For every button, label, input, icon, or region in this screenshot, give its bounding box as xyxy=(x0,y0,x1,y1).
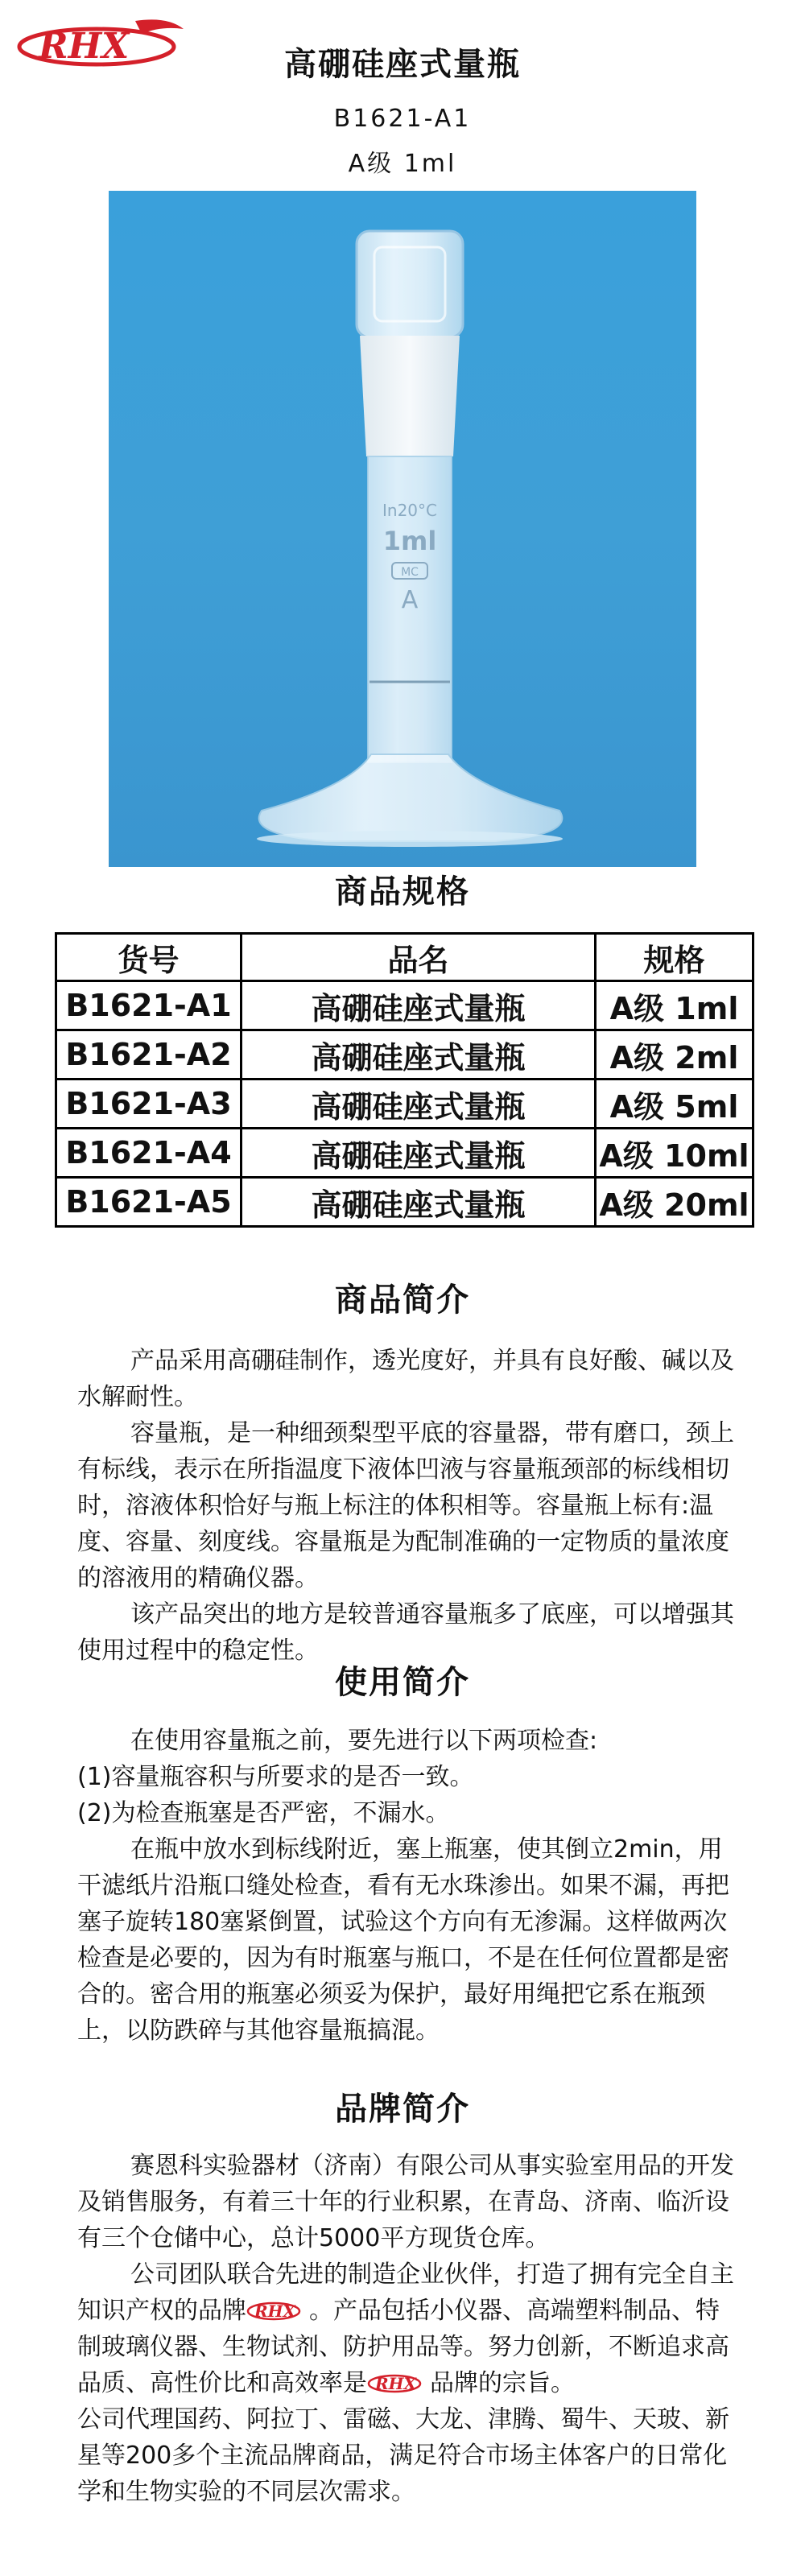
volumetric-flask-image xyxy=(109,191,696,867)
specs-heading: 商品规格 xyxy=(335,873,470,910)
table-header-row xyxy=(56,934,753,981)
usage-text xyxy=(77,1723,737,2049)
item-name: 高硼硅座式量瓶 xyxy=(242,1080,596,1129)
product-spec: A级 1ml xyxy=(348,150,457,178)
table-row xyxy=(56,1129,753,1178)
item-spec: A级 5ml xyxy=(596,1080,753,1129)
item-code: B1621-A2 xyxy=(56,1030,242,1080)
column-header: 品名 xyxy=(242,934,596,981)
item-code: B1621-A3 xyxy=(56,1080,242,1129)
intro-paragraph: 产品采用高硼硅制作，透光度好，并具有良好酸、碱以及水解耐性。 xyxy=(77,1347,734,1411)
item-code: B1621-A5 xyxy=(56,1178,242,1227)
table-row xyxy=(56,1178,753,1227)
svg-text:RHX: RHX xyxy=(39,26,130,67)
table-row xyxy=(56,1080,753,1129)
svg-text:In20°C: In20°C xyxy=(382,501,437,520)
svg-text:1ml: 1ml xyxy=(382,526,437,556)
brand-text-part: 品牌的宗旨。 xyxy=(430,2369,575,2397)
specs-table xyxy=(55,932,754,1228)
brand-text-part: 。产品包括小仪器、高端塑料制品、特制玻璃仪器、生物试剂、防护用品等。努力创新，不断追求高品质、高性价比和高效率是 xyxy=(77,2297,729,2397)
product-title: 高硼硅座式量瓶 xyxy=(284,46,521,83)
table-row xyxy=(56,1030,753,1080)
rhx-inline-logo xyxy=(246,2297,309,2322)
svg-text:MC: MC xyxy=(401,566,419,579)
item-name: 高硼硅座式量瓶 xyxy=(242,1030,596,1080)
product-code: B1621-A1 xyxy=(333,105,472,133)
item-name: 高硼硅座式量瓶 xyxy=(242,981,596,1030)
intro-text xyxy=(77,1343,737,1669)
table-row xyxy=(56,981,753,1030)
brand-text xyxy=(77,2148,737,2510)
brand-paragraph: 赛恩科实验器材（济南）有限公司从事实验室用品的开发及销售服务，有着三十年的行业积累，在青岛、济南、临沂设有三个仓储中心，总计5000平方现货仓库。 xyxy=(77,2152,734,2252)
column-header: 规格 xyxy=(596,934,753,981)
header xyxy=(0,40,805,182)
column-header: 货号 xyxy=(56,934,242,981)
svg-text:RHX: RHX xyxy=(254,2301,296,2321)
item-name: 高硼硅座式量瓶 xyxy=(242,1178,596,1227)
brand-text-part: 公司团队联合先进的制造企业伙伴，打造了拥有完全自主知识产权的品牌 xyxy=(77,2260,734,2325)
brand-paragraph xyxy=(77,2256,737,2401)
brand-heading: 品牌简介 xyxy=(335,2091,470,2128)
usage-heading: 使用简介 xyxy=(335,1664,470,1701)
usage-paragraph: (1)容量瓶容积与所要求的是否一致。 xyxy=(77,1763,474,1791)
rhx-inline-logo xyxy=(367,2370,430,2394)
intro-heading: 商品简介 xyxy=(335,1282,470,1319)
brand-paragraph: 公司代理国药、阿拉丁、雷磁、大龙、津腾、蜀牛、天玻、新星等200多个主流品牌商品，满足符合市场主体客户的日常化学和生物实验的不同层次需求。 xyxy=(77,2405,729,2506)
item-name: 高硼硅座式量瓶 xyxy=(242,1129,596,1178)
item-spec: A级 20ml xyxy=(596,1178,753,1227)
item-code: B1621-A1 xyxy=(56,981,242,1030)
usage-paragraph: 在瓶中放水到标线附近，塞上瓶塞，使其倒立2min，用干滤纸片沿瓶口缝处检查，看有无水珠渗出。如果不漏，再把塞子旋转180塞紧倒置，试验这个方向有无渗漏。这样做两次检查是必要的，因为有时瓶塞与瓶口，不是在任何位置都是密合的。密合用的瓶塞必须妥为保护，最好用绳把它系在瓶颈上，以防跌碎与其他容量瓶搞混。 xyxy=(77,1835,729,2045)
svg-text:A: A xyxy=(401,586,419,614)
item-spec: A级 1ml xyxy=(596,981,753,1030)
item-code: B1621-A4 xyxy=(56,1129,242,1178)
usage-paragraph: (2)为检查瓶塞是否严密，不漏水。 xyxy=(77,1799,450,1827)
intro-paragraph: 该产品突出的地方是较普通容量瓶多了底座，可以增强其使用过程中的稳定性。 xyxy=(77,1600,734,1665)
svg-text:RHX: RHX xyxy=(375,2374,417,2393)
usage-paragraph: 在使用容量瓶之前，要先进行以下两项检查: xyxy=(130,1727,598,1755)
item-spec: A级 2ml xyxy=(596,1030,753,1080)
intro-paragraph: 容量瓶，是一种细颈梨型平底的容量器，带有磨口，颈上有标线，表示在所指温度下液体凹液与容量瓶颈部的标线相切时，溶液体积恰好与瓶上标注的体积相等。容量瓶上标有:温度、容量、刻度线。容量瓶是为配制准确的一定物质的量浓度的溶液用的精确仪器。 xyxy=(77,1419,734,1592)
product-photo xyxy=(109,191,696,867)
item-spec: A级 10ml xyxy=(596,1129,753,1178)
